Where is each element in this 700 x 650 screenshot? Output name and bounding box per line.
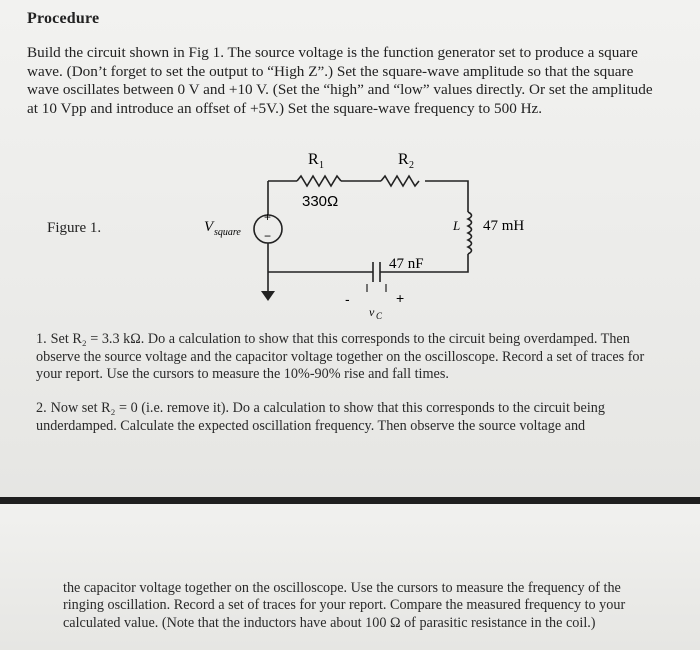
capacitor-value: 47 nF [389, 256, 424, 272]
list-item [36, 400, 656, 435]
r1-label: R [308, 151, 319, 168]
figure-label: Figure 1. [47, 220, 102, 236]
r2-subscript: 2 [409, 160, 414, 171]
inductor-label: L [453, 218, 461, 233]
list-item-text: Now set R₂ = 0 (i.e. remove it). Do a calculation to show that this corresponds to the circuit being underdamped. Calculate the expected oscillation frequency. Then observe the source voltage and [36, 400, 605, 434]
list-item-text: Set R₂ = 3.3 kΩ. Do a calculation to show that this corresponds to the circuit being overdamped. Then observe the source voltage and the capacitor voltage together on the oscilloscope. Record a set of traces for your report. Use the cursors to measure the 10%-90% rise and fall times. [36, 331, 645, 383]
source-label: V [204, 219, 214, 235]
resistor-r2 [381, 176, 419, 186]
inductor-l [468, 212, 472, 254]
inductor-value: 47 mH [483, 218, 525, 234]
source-subscript: square [214, 227, 241, 238]
continuation-paragraph: the capacitor voltage together on the oscilloscope. Use the cursors to measure the frequency of the ringing oscillation. Record a set of traces for your report. Compare the measured frequency to your calculated value. (Note that the inductors have about 100 Ω of parasitic resistance in the coil.) [63, 580, 626, 631]
ground-symbol [261, 291, 275, 301]
list-item-number: 2. [36, 400, 47, 416]
intro-paragraph: Build the circuit shown in Fig 1. The source voltage is the function generator set to produce a square wave. (Don’t forget to set the output to “High Z”.) Set the square-wave amplitude so that the square wave oscillates between 0 V and +10 V. (Set the “high” and “low” values directly. Or set the amplitude at 10 Vpp and introduce an offset of +5V.) Set the square-wave frequency to 500 Hz. [27, 44, 653, 117]
wire-top-right [425, 181, 468, 212]
r2-label: R [398, 151, 409, 168]
cap-minus-sign: - [345, 291, 350, 307]
r1-subscript: 1 [319, 160, 324, 171]
r1-value: 330Ω [302, 193, 339, 210]
cap-voltage-subscript: C [376, 311, 383, 321]
cap-plus-sign: + [396, 290, 405, 306]
source-plus: + [264, 210, 272, 224]
page-divider [0, 497, 700, 504]
source-minus: − [264, 229, 272, 243]
resistor-r1 [297, 176, 341, 186]
procedure-heading: Procedure [27, 10, 100, 27]
list-item [36, 331, 656, 384]
list-item-number: 1. [36, 331, 47, 347]
cap-voltage-label: v [369, 305, 375, 319]
